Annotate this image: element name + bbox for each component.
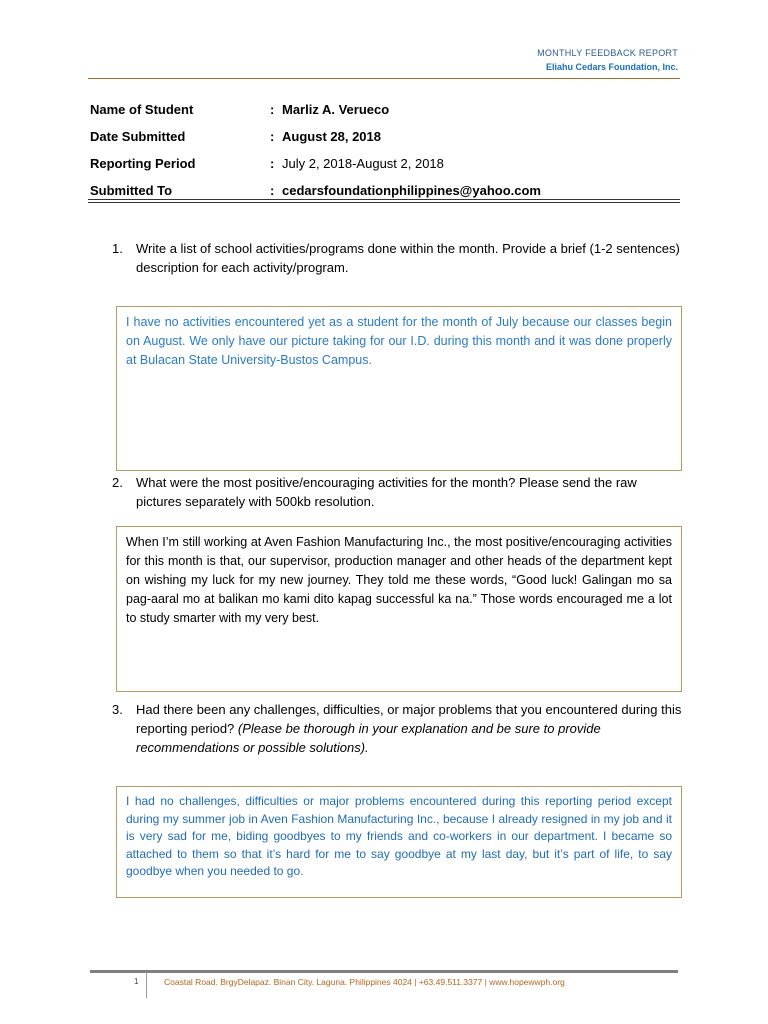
footer-rule	[90, 970, 678, 973]
question-text-main: Had there been any challenges, difficulties, or major problems that you encountered during this reporting period?	[136, 702, 682, 736]
info-colon: :	[270, 156, 275, 171]
table-bottom-rule	[88, 202, 680, 203]
info-row-date-submitted	[90, 129, 680, 156]
footer-contact: Coastal Road. BrgyDelapaz. Binan City. Laguna. Philippines 4024 | +63.49.511.3377 | www.hopewwph.org	[164, 977, 565, 987]
question-text: What were the most positive/encouraging activities for the month? Please send the raw pictures separately with 500kb resolution.	[136, 475, 637, 509]
answer-box-3	[116, 786, 682, 898]
answer-text: I had no challenges, difficulties or major problems encountered during this reporting period except during my summer job in Aven Fashion Manufacturing Inc., because I already resigned in my job and it is very sad for me, biding goodbyes to my friends and co-workers in our department. I became so attached to them so that it’s hard for me to say goodbye at my last day, but it’s part of life, to say goodbye when you needed to go.	[126, 794, 672, 878]
info-label: Submitted To	[90, 183, 173, 198]
page-number: 1	[134, 977, 139, 986]
answer-text: When I’m still working at Aven Fashion Manufacturing Inc., the most positive/encouraging activities for this month is that, our supervisor, production manager and other heads of the department kept on wishing my luck for my new journey. They told me these words, “Good luck! Galingan mo sa pag-aaral mo at balikan mo kami dito kapag successful ka na.” Those words encouraged me a lot to study smarter with my very best.	[126, 535, 672, 625]
info-colon: :	[270, 183, 275, 198]
info-value-student-name: Marliz A. Verueco	[282, 102, 390, 117]
footer-separator	[146, 972, 147, 998]
question-text	[136, 700, 682, 757]
organization-name: Eliahu Cedars Foundation, Inc.	[545, 62, 678, 72]
info-label: Date Submitted	[90, 129, 186, 144]
table-bottom-rule	[88, 199, 680, 200]
info-colon: :	[270, 129, 275, 144]
report-title: MONTHLY FEEDBACK REPORT	[537, 48, 678, 58]
header-divider	[88, 78, 680, 79]
question-text: Write a list of school activities/programs done within the month. Provide a brief (1-2 sentences) description for each activity/program.	[136, 241, 680, 275]
info-value-reporting-period: July 2, 2018-August 2, 2018	[282, 156, 444, 171]
info-row-reporting-period	[90, 156, 680, 183]
answer-box-2	[116, 526, 682, 692]
info-label: Name of Student	[90, 102, 194, 117]
info-row-submitted-to	[90, 183, 680, 210]
question-number: 2.	[112, 475, 123, 490]
question-number: 3.	[112, 702, 123, 717]
question-text-italic: (Please be thorough in your explanation and be sure to provide recommendations or possible solutions).	[136, 721, 601, 755]
info-value-submitted-to: cedarsfoundationphilippines@yahoo.com	[282, 183, 541, 198]
answer-box-1	[116, 306, 682, 471]
info-row-student-name	[90, 102, 680, 129]
info-colon: :	[270, 102, 275, 117]
info-value-date-submitted: August 28, 2018	[282, 129, 381, 144]
question-number: 1.	[112, 241, 123, 256]
info-label: Reporting Period	[90, 156, 196, 171]
answer-text: I have no activities encountered yet as a student for the month of July because our classes begin on August. We only have our picture taking for our I.D. during this month and it was done properly at Bulacan State University-Bustos Campus.	[126, 315, 672, 367]
